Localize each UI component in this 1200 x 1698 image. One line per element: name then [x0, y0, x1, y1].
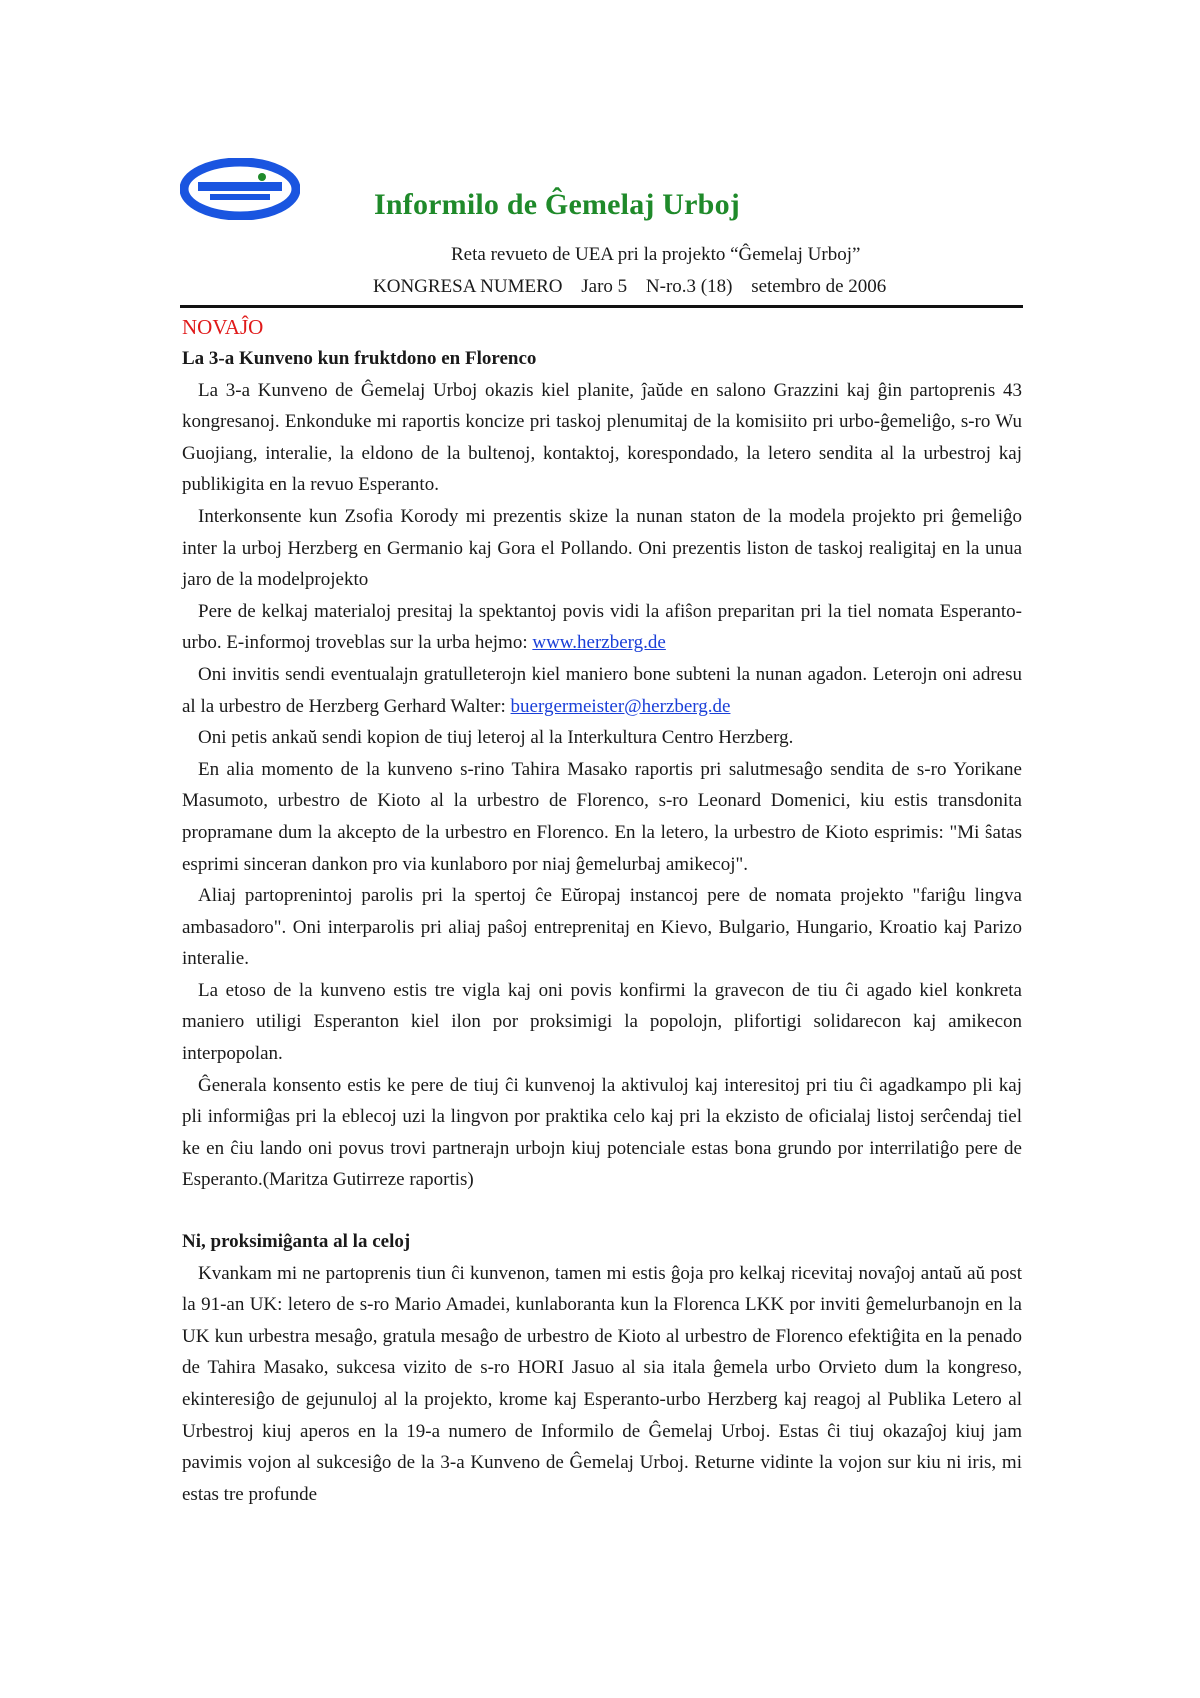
issue-label: N-ro.3 (18) [645, 276, 733, 297]
paragraph [182, 596, 1022, 659]
edition-label: KONGRESA NUMERO [373, 276, 563, 297]
section-spacer [182, 1196, 1022, 1226]
masthead-title: Informilo de Ĝemelaj Urboj [374, 188, 740, 221]
header-divider [180, 305, 1023, 308]
article-heading: Ni, proksimiĝanta al la celoj [182, 1231, 411, 1253]
herzberg-website-link[interactable]: www.herzberg.de [532, 632, 666, 654]
mayor-email-link[interactable]: buergermeister@herzberg.de [510, 695, 731, 717]
uea-globe-logo-icon [180, 158, 300, 220]
paragraph: Kvankam mi ne partoprenis tiun ĉi kunvenon, tamen mi estis ĝoja pro kelkaj ricevitaj novaĵoj antaŭ aŭ post la 91-an UK: letero de s-ro Mario Amadei, kunlaboranta kun la Florenca LKK por inviti ĝemelurbanojn en la UK kun urbestra mesaĝo, gratula mesaĝo de urbestro de Kioto al urbestro de Florenco efektiĝita en la penado de Tahira Masako, sukcesa vizito de s-ro HORI Jasuo al sia itala ĝemela urbo Orvieto dum la kongreso, ekinteresiĝo de gejunuloj al la projekto, krome kaj Esperanto-urbo Herzberg kaj reagoj al Publika Letero al Urbestroj kiuj aperos en la 19-a numero de Informilo de Ĝemelaj Urboj. Estas ĉi tiuj okazaĵoj kiuj jam pavimis vojon al sukcesiĝo de la 3-a Kunveno de Ĝemelaj Urboj. Returne vidinte la vojon sur kiu ni iris, mi estas tre profunde [182, 1262, 1022, 1505]
volume-label: Jaro 5 [581, 276, 628, 297]
section-label: NOVAĴO [182, 315, 264, 339]
paragraph-text: Oni invitis sendi eventualajn gratulleterojn kiel maniero bone subteni la nunan agadon. Leterojn oni adresu al la urbestro de Herzberg Gerhard Walter: [182, 663, 1022, 717]
paragraph: Aliaj partoprenintoj parolis pri la spertoj ĉe Eŭropaj instancoj pere de nomata projekto "fariĝu lingva ambasadoro". Oni interparolis pri aliaj paŝoj entreprenitaj en Kievo, Bulgario, Hungario, Kroatio kaj Parizo interalie. [182, 885, 1022, 970]
paragraph: Oni petis ankaŭ sendi kopion de tiuj leteroj al la Interkultura Centro Herzberg. [198, 727, 794, 749]
paragraph: Ĝenerala konsento estis ke pere de tiuj ĉi kunvenoj la aktivuloj kaj interesitoj pri tiu ĉi agadkampo pli kaj pli informiĝas pri la eblecoj uzi la lingvon por praktika celo kaj pri la ekzisto de oficialaj listoj serĉendaj tiel ke en ĉiu lando oni povus trovi partnerajn urbojn kiuj potenciale estas bona grundo por interrilatiĝo pere de Esperanto.(Maritza Gutirreze raportis) [182, 1074, 1022, 1191]
masthead-subtitle: Reta revueto de UEA pri la projekto “Ĝemelaj Urboj” [451, 244, 861, 265]
article-heading: La 3-a Kunveno kun fruktdono en Florenco [182, 348, 537, 369]
paragraph-text: Pere de kelkaj materialoj presitaj la spektantoj povis vidi la afiŝon preparitan pri la tiel nomata Esperanto-urbo. E-informoj troveblas sur la urba hejmo: [182, 600, 1022, 654]
date-label: setembro de 2006 [751, 276, 887, 297]
masthead-meta [373, 276, 886, 298]
paragraph [182, 659, 1022, 722]
paragraph: La 3-a Kunveno de Ĝemelaj Urboj okazis kiel planite, ĵaŭde en salono Grazzini kaj ĝin partoprenis 43 kongresanoj. Enkonduke mi raportis koncize pri taskoj plenumitaj de la komisiito pri urbo-ĝemeliĝo, s-ro Wu Guojiang, interalie, la eldono de la bultenoj, kontaktoj, korespondado, la letero sendita al la urbestroj kaj publikigita en la revuo Esperanto. [182, 379, 1022, 496]
paragraph: La etoso de la kunveno estis tre vigla kaj oni povis konfirmi la gravecon de tiu ĉi agado kiel konkreta maniero utiligi Esperanton kiel ilon por proksimigi la popolojn, plifortigi solidarecon kaj amikecon interpopolan. [182, 979, 1022, 1065]
paragraph: Interkonsente kun Zsofia Korody mi prezentis skize la nunan staton de la modela projekto pri ĝemeliĝo inter la urboj Herzberg en Germanio kaj Gora el Pollando. Oni prezentis liston de taskoj realigitaj en la unua jaro de la modelprojekto [182, 505, 1022, 591]
paragraph: En alia momento de la kunveno s-rino Tahira Masako raportis pri salutmesaĝo sendita de s-ro Yorikane Masumoto, urbestro de Kioto al la urbestro de Florenco, s-ro Leonard Domenici, kiu estis transdonita propramane dum la akcepto de la urbestro en Florenco. En la letero, la urbestro de Kioto esprimis: "Mi ŝatas esprimi sinceran dankon pro via kunlaboro por niaj ĝemelurbaj amikecoj". [182, 758, 1022, 875]
article-body [182, 311, 1022, 1510]
